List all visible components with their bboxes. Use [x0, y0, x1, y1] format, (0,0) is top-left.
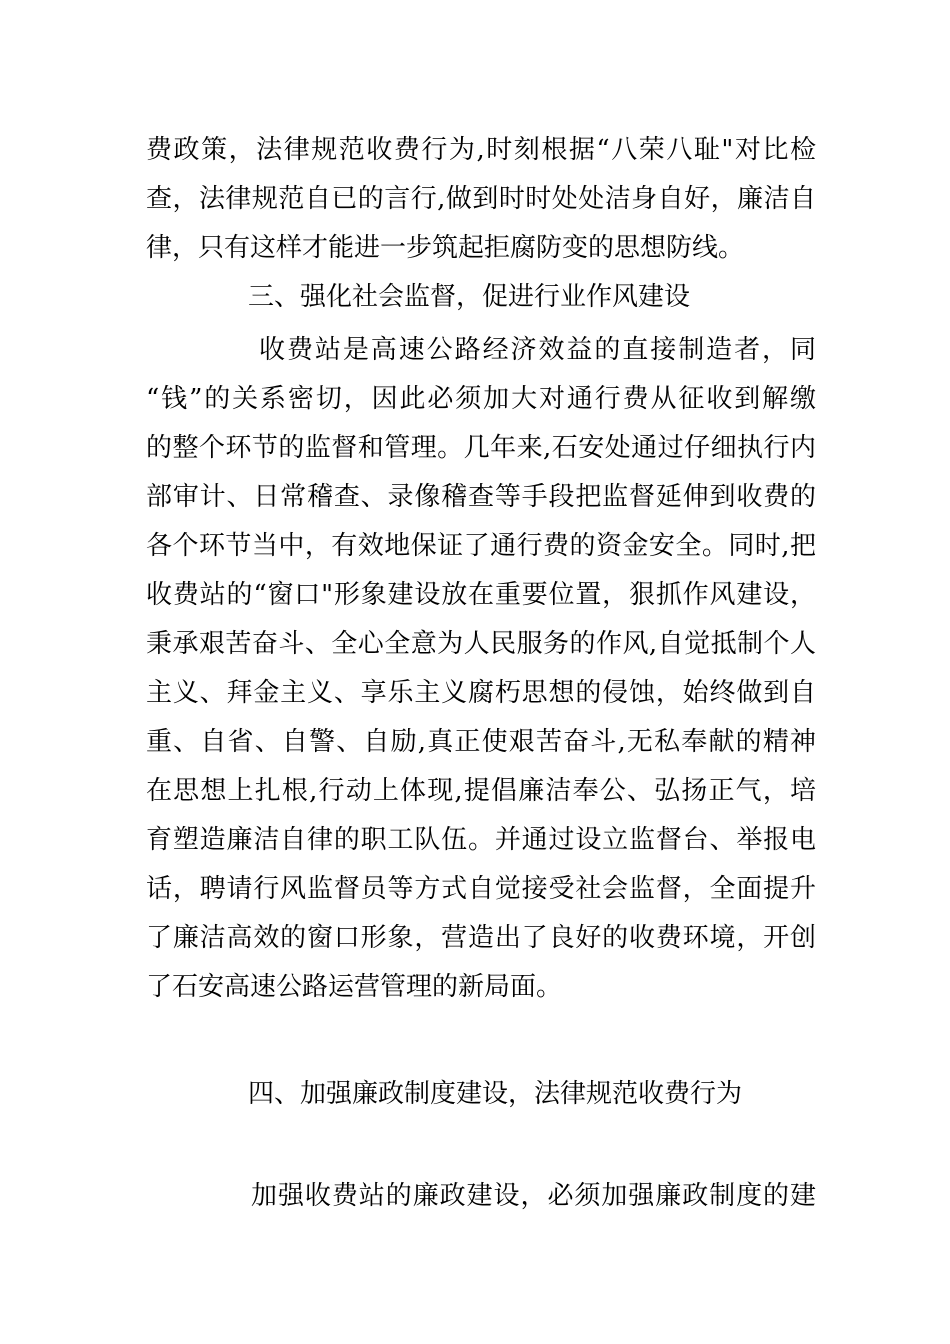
paragraph-line: 了石安高速公路运营管理的新局面。: [146, 972, 563, 1002]
paragraph-line: 重、自省、自警、自励,真正使艰苦奋斗,无私奉献的精神: [146, 727, 816, 757]
paragraph-line: 育塑造廉洁自律的职工队伍。并通过设立监督台、举报电: [146, 825, 816, 855]
paragraph-line: 了廉洁高效的窗口形象，营造出了良好的收费环境，开创: [146, 923, 816, 953]
paragraph-line: 在思想上扎根,行动上体现,提倡廉洁奉公、弘扬正气，培: [146, 776, 816, 806]
paragraph-line: 各个环节当中，有效地保证了通行费的资金安全。同时,把: [146, 531, 816, 561]
paragraph-line: 查，法律规范自已的言行,做到时时处处洁身自好，廉洁自: [146, 184, 816, 214]
paragraph-line: 部审计、日常稽查、录像稽查等手段把监督延伸到收费的: [146, 482, 816, 512]
paragraph-line: 话，聘请行风监督员等方式自觉接受社会监督，全面提升: [146, 874, 816, 904]
section-heading-4: 四、加强廉政制度建设，法律规范收费行为: [248, 1079, 743, 1109]
paragraph-line: 费政策，法律规范收费行为,时刻根据“八荣八耻"对比检: [146, 135, 816, 165]
paragraph-line: 主义、拜金主义、享乐主义腐朽思想的侵蚀，始终做到自: [146, 678, 816, 708]
section-heading-3: 三、强化社会监督，促进行业作风建设: [248, 282, 691, 312]
paragraph-line: 的整个环节的监督和管理。几年来,石安处通过仔细执行内: [146, 433, 816, 463]
paragraph-line: 秉承艰苦奋斗、全心全意为人民服务的作风,自觉抵制个人: [146, 629, 816, 659]
paragraph-line: 收费站是高速公路经济效益的直接制造者，同: [259, 335, 816, 365]
paragraph-line: “钱”的关系密切，因此必须加大对通行费从征收到解缴: [146, 384, 816, 414]
paragraph-line: 加强收费站的廉政建设，必须加强廉政制度的建: [251, 1181, 816, 1211]
paragraph-line: 律，只有这样才能进一步筑起拒腐防变的思想防线。: [146, 233, 745, 263]
paragraph-line: 收费站的“窗口"形象建设放在重要位置，狠抓作风建设，: [146, 580, 816, 610]
